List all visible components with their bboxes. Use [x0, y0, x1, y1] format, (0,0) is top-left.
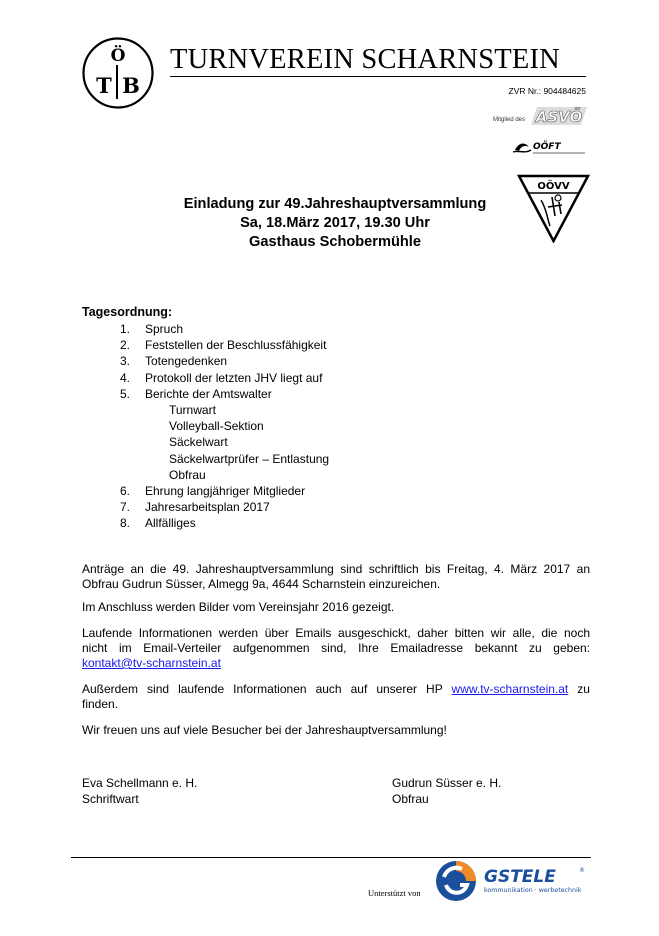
agenda-item-number: 8. — [120, 516, 131, 531]
ooft-logo — [511, 138, 587, 156]
club-logo-letter-top: Ö — [110, 46, 126, 66]
agenda-item-number: 6. — [120, 484, 131, 499]
agenda-subitem: Obfrau — [169, 467, 206, 482]
agenda-item — [120, 370, 329, 386]
agenda-item — [120, 321, 329, 337]
signature-right-role: Obfrau — [392, 792, 429, 806]
agenda-item-number: 2. — [120, 338, 131, 353]
agenda-item-number: 7. — [120, 500, 131, 515]
agenda-item — [120, 515, 329, 531]
agenda-item-number: 5. — [120, 386, 131, 401]
asvo-membership — [493, 103, 589, 129]
agenda-subitem: Säckelwartprüfer – Entlastung — [169, 451, 330, 466]
zvr-number: ZVR Nr.: 904484625 — [508, 86, 586, 96]
asvo-logo-text: ASVÖ — [535, 108, 583, 126]
signature-left-name: Eva Schellmann e. H. — [82, 776, 198, 790]
closing-paragraph: Wir freuen uns auf viele Besucher bei der Jahreshauptversammlung! — [82, 723, 447, 737]
agenda-item-text: Ehrung langjähriger Mitglieder — [145, 484, 306, 499]
agenda-item — [120, 483, 329, 499]
agenda-item-text: Totengedenken — [145, 354, 228, 369]
agenda-item — [120, 353, 329, 369]
website-paragraph-line2: finden. — [82, 697, 119, 711]
agenda-item-number: 4. — [120, 370, 131, 385]
email-line — [82, 656, 590, 671]
agenda-item-text: Spruch — [145, 322, 184, 336]
website-text-after: zu — [577, 682, 590, 696]
agenda-item — [120, 337, 329, 353]
invitation-date: Sa, 18.März 2017, 19.30 Uhr — [240, 215, 430, 231]
member-of-label: Mitglied des — [492, 117, 525, 123]
signature-right — [392, 775, 501, 807]
agenda-item-text: Protokoll der letzten JHV liegt auf — [145, 370, 323, 385]
gstele-logo-name: GSTELE — [484, 867, 556, 887]
supported-by-label: Unterstützt von — [368, 888, 421, 898]
ooevv-logo — [517, 174, 590, 243]
ooevv-logo-text: OÖVV — [537, 181, 570, 192]
agenda-item-number: 3. — [120, 354, 131, 369]
agenda-item-number: 1. — [120, 322, 131, 336]
gstele-registered-mark: ® — [579, 867, 585, 874]
club-name: TURNVEREIN SCHARNSTEIN — [170, 44, 560, 75]
photos-paragraph: Im Anschluss werden Bilder vom Vereinsjahr 2016 gezeigt. — [82, 600, 395, 614]
motions-paragraph-line2: Obfrau Gudrun Süsser, Almegg 9a, 4644 Scharnstein einzureichen. — [82, 577, 441, 591]
motions-paragraph-line1: Anträge an die 49. Jahreshauptversammlung sind schriftlich bis Freitag, 4. März 2017 an — [82, 562, 590, 576]
agenda-subitem: Turnwart — [169, 403, 216, 418]
invitation-venue: Gasthaus Schobermühle — [249, 234, 421, 250]
club-logo-letter-right: B — [122, 73, 140, 98]
club-logo — [82, 37, 154, 109]
agenda-item — [120, 499, 329, 515]
title-divider — [170, 76, 586, 77]
agenda-item-text: Berichte der Amtswalter — [145, 386, 272, 401]
invitation-title: Einladung zur 49.Jahreshauptversammlung — [183, 196, 487, 212]
ooft-logo-text: OÖFT — [533, 142, 561, 152]
agenda-item-text: Allfälliges — [145, 516, 196, 531]
website-paragraph-line1 — [82, 682, 590, 697]
signature-left-role: Schriftwart — [82, 792, 139, 806]
email-paragraph-line2: nicht im Email-Verteiler aufgenommen sind, Ihre Emailadresse bekannt zu geben: — [82, 641, 590, 655]
signature-left — [82, 775, 197, 807]
agenda-item-text: Jahresarbeitsplan 2017 — [145, 500, 270, 515]
agenda-list — [120, 321, 329, 532]
agenda-heading: Tagesordnung: — [82, 305, 173, 319]
website-text-before: Außerdem sind laufende Informationen auch auf unserer HP — [82, 682, 443, 696]
email-paragraph-line1: Laufende Informationen werden über Emails ausgeschickt, daher bitten wir alle, die noch — [82, 626, 590, 640]
asvo-logo — [531, 103, 589, 129]
agenda-item-text: Feststellen der Beschlussfähigkeit — [145, 338, 327, 353]
gstele-logo — [432, 855, 592, 907]
agenda-subitem: Säckelwart — [169, 435, 228, 450]
website-link[interactable]: www.tv-scharnstein.at — [451, 682, 569, 696]
agenda-subitem: Volleyball-Sektion — [169, 419, 264, 434]
signature-right-name: Gudrun Süsser e. H. — [392, 776, 502, 790]
gstele-logo-tagline: kommunikation · werbetechnik — [484, 887, 582, 894]
club-logo-letter-left: T — [96, 73, 112, 98]
contact-email-link[interactable]: kontakt@tv-scharnstein.at — [82, 656, 221, 670]
agenda-item — [120, 386, 329, 402]
